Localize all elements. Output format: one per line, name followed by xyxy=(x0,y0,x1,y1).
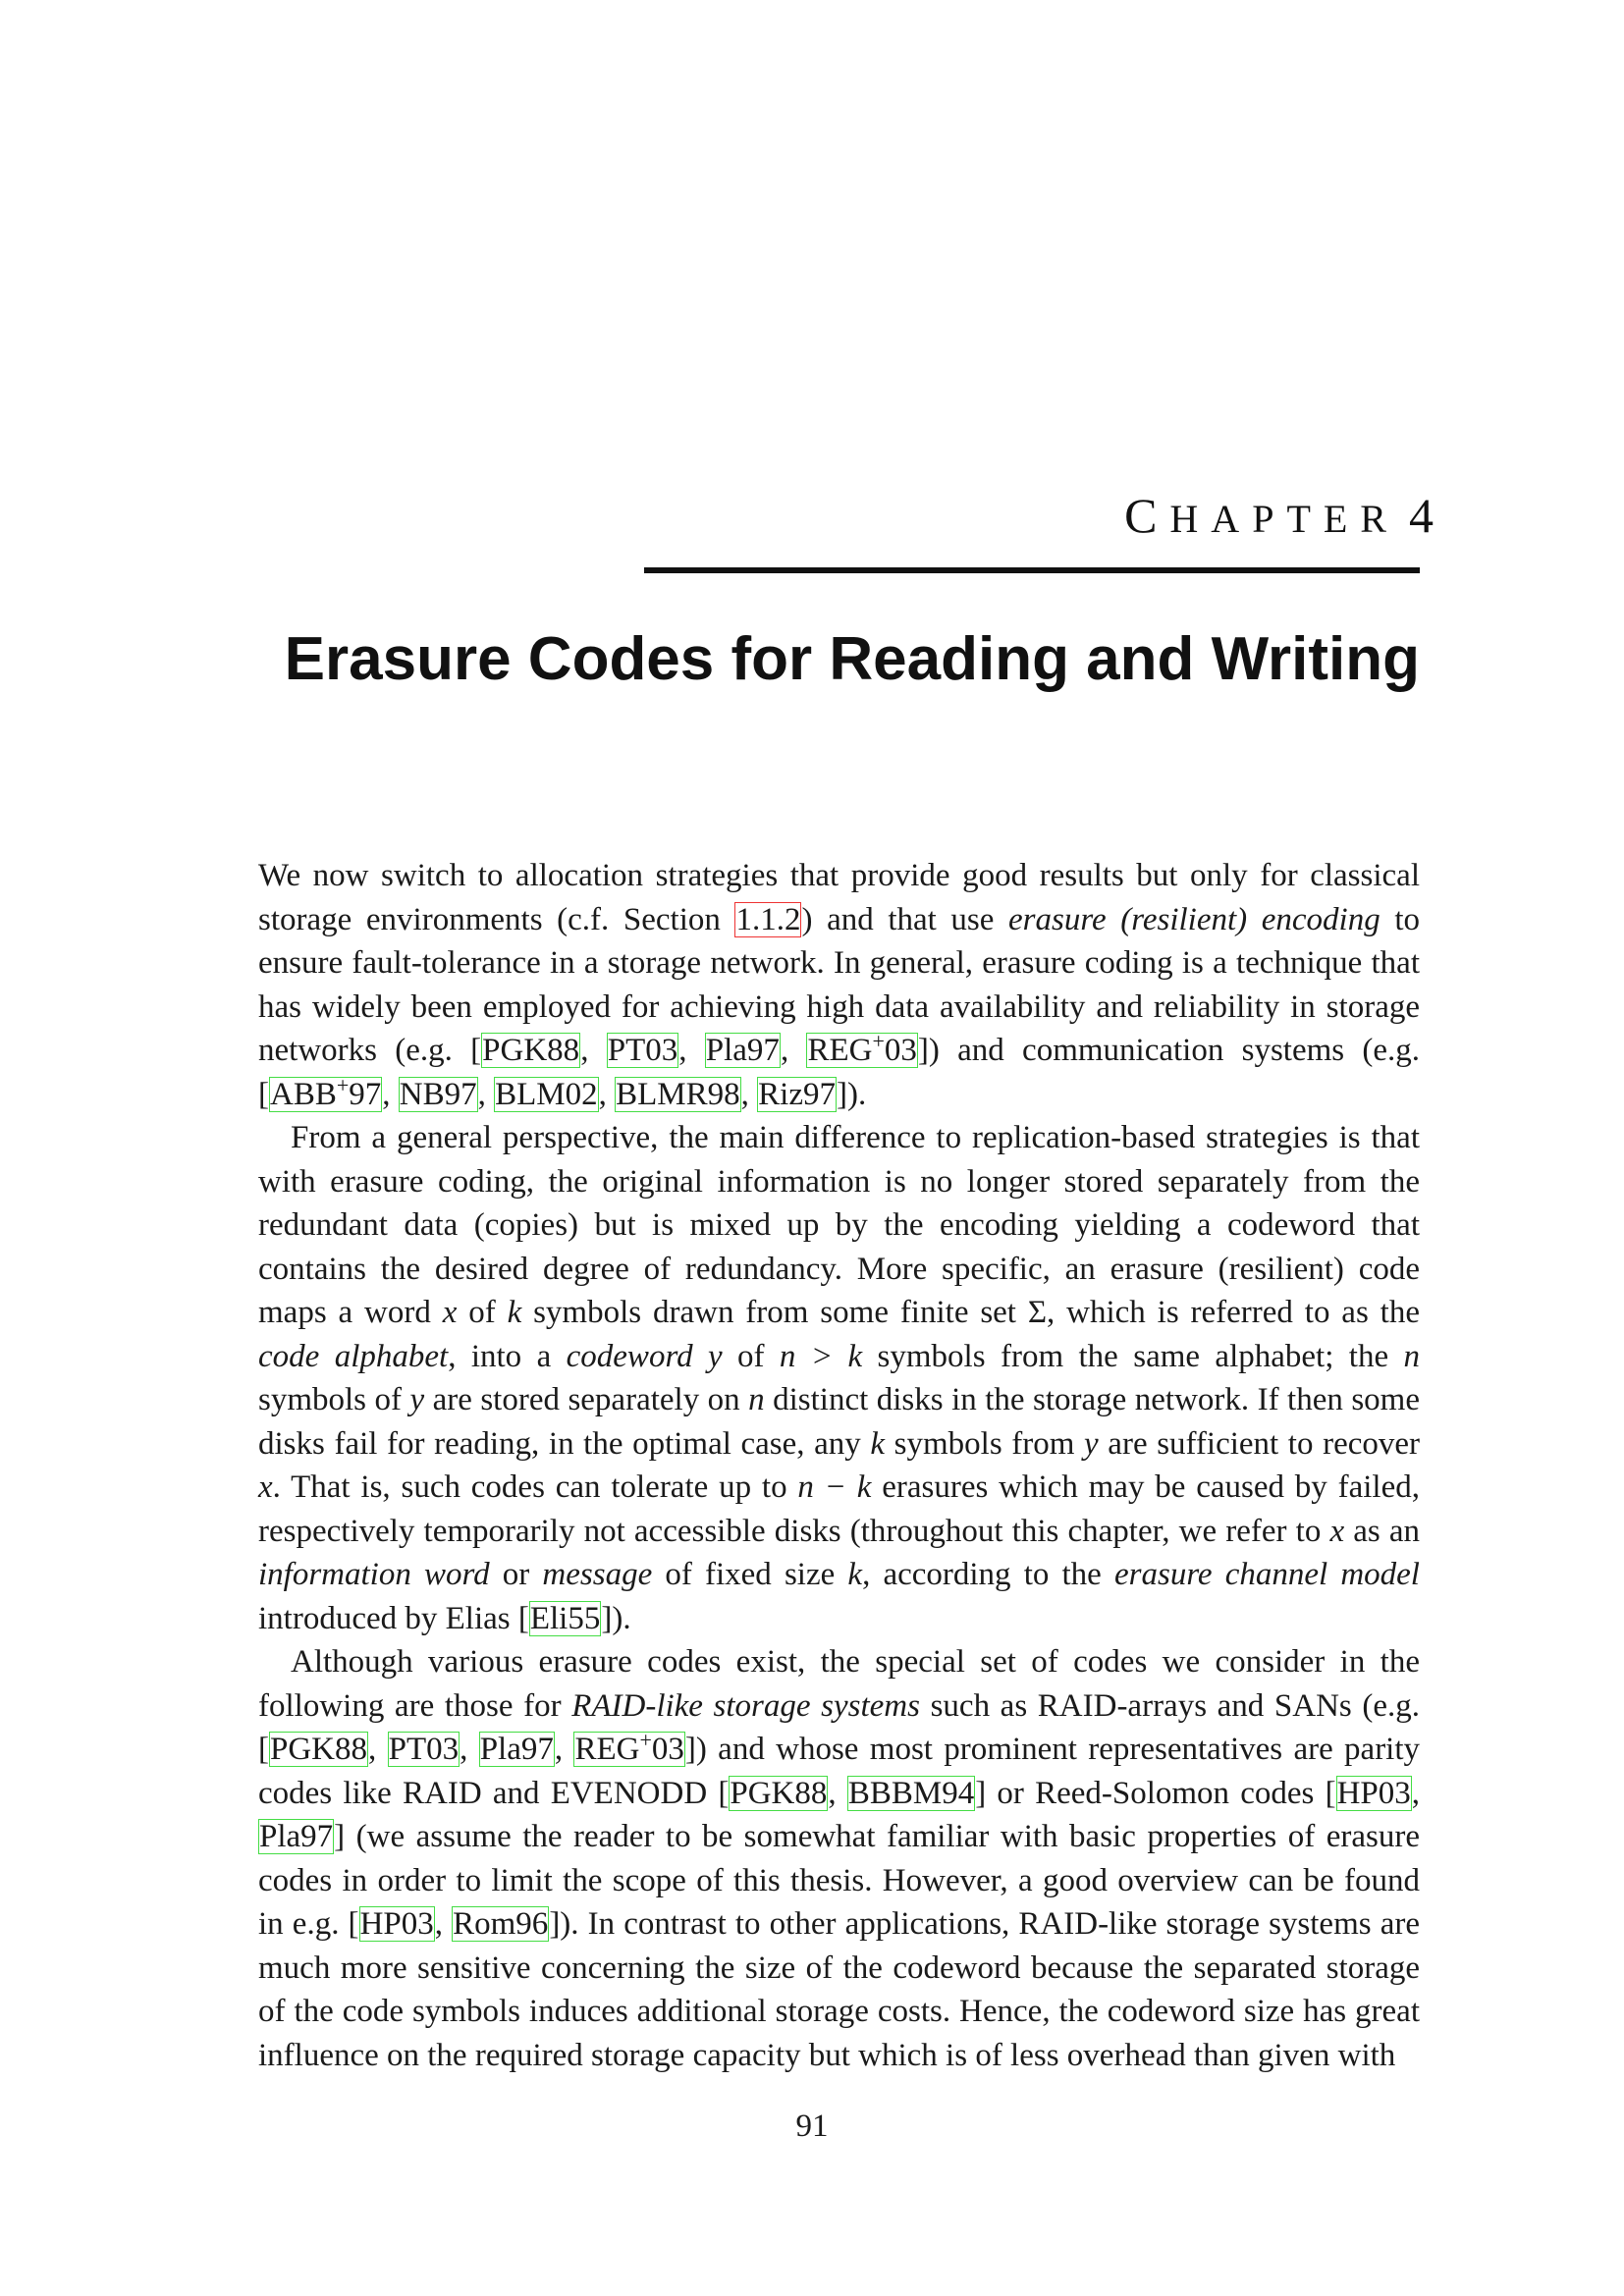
citation-link[interactable]: BBBM94 xyxy=(847,1775,975,1811)
citation-link[interactable]: BLMR98 xyxy=(616,1076,740,1112)
text: of xyxy=(457,1295,508,1330)
math-variable: n xyxy=(1403,1338,1421,1374)
text: are sufficient to recover xyxy=(1098,1425,1421,1462)
text: . That is, such codes can tolerate up to xyxy=(272,1469,798,1505)
citation-link[interactable]: PGK88 xyxy=(270,1732,368,1767)
body-text xyxy=(258,854,1420,2077)
text: symbols from xyxy=(885,1425,1085,1462)
math-variable: k xyxy=(847,1557,863,1592)
section-reference-link[interactable]: 1.1.2 xyxy=(735,901,801,937)
emphasis: RAID-like storage systems xyxy=(571,1687,920,1724)
citation-base: REG xyxy=(807,1033,873,1068)
citation-year: 03 xyxy=(884,1033,917,1068)
citation-year: 97 xyxy=(349,1076,382,1112)
text: ] (we assume the reader to be somewhat familiar with basic properties of erasure codes in order to limit the scope of this thesis. However, a good overview can be found in e.g. [ xyxy=(258,1819,1420,1942)
math-variable: x xyxy=(442,1295,458,1330)
text: of xyxy=(722,1338,780,1374)
text: symbols of xyxy=(258,1382,410,1417)
text: ] or Reed-Solomon codes [ xyxy=(975,1775,1336,1811)
emphasis: erasure (resilient) encoding xyxy=(1008,901,1380,937)
citation-link[interactable] xyxy=(269,1072,382,1112)
chapter-label-rest: HAPTER xyxy=(1169,497,1399,541)
emphasis: code alphabet xyxy=(258,1338,449,1374)
citation-link[interactable]: PGK88 xyxy=(730,1775,828,1811)
text: ]) and whose most prominent representatives are parity codes like RAID and EVENODD [ xyxy=(258,1732,1421,1811)
text: as an xyxy=(1344,1513,1420,1549)
text: From a general perspective, the main difference to replication-based strategies is that with erasure coding, the original information is no longer stored separately from the redundant data (copies) but is mixed up by the encoding yielding a codeword that contains the desired degree of redundancy. More specific, an erasure (resilient) code maps a word xyxy=(258,1120,1420,1330)
chapter-rule xyxy=(644,567,1420,573)
math-variable: k xyxy=(870,1425,886,1462)
citation-link[interactable]: Rom96 xyxy=(453,1906,549,1942)
math-expression: n − k xyxy=(797,1469,872,1505)
text: are stored separately on xyxy=(424,1382,749,1417)
math-variable: y xyxy=(409,1382,425,1417)
chapter-number: 4 xyxy=(1409,488,1434,543)
emphasis: message xyxy=(542,1557,653,1592)
text: , into a xyxy=(448,1338,567,1374)
math-variable: x xyxy=(258,1469,273,1505)
citation-link[interactable]: HP03 xyxy=(359,1906,434,1942)
citation-link[interactable]: Pla97 xyxy=(479,1732,554,1767)
text: ]) and communication systems (e.g. [ xyxy=(258,1033,1421,1112)
citation-link[interactable] xyxy=(806,1029,917,1068)
citation-superscript: + xyxy=(336,1072,350,1097)
math-variable: k xyxy=(507,1295,522,1330)
text: of fixed size xyxy=(652,1557,848,1592)
citation-link[interactable]: Riz97 xyxy=(758,1076,836,1112)
text: , according to the xyxy=(862,1557,1114,1592)
citation-year: 03 xyxy=(651,1732,684,1767)
citation-link[interactable]: PT03 xyxy=(388,1732,460,1767)
chapter-title: Erasure Codes for Reading and Writing xyxy=(284,625,1420,693)
text: to ensure fault-tolerance in a storage network. In general, erasure coding is a technique that has widely been employed for achieving high data availability and reliability in storage networks (e.g. [ xyxy=(258,901,1420,1068)
citation-base: REG xyxy=(574,1732,640,1767)
page-number: 91 xyxy=(795,2109,829,2144)
citation-link[interactable]: BLM02 xyxy=(495,1076,598,1112)
citation-link[interactable]: Pla97 xyxy=(705,1033,780,1068)
paragraph-3: Although various erasure codes exist, the special set of codes we consider in the following are those for RAID-like storage systems such as RAID-arrays and SANs (e.g. [PGK88, PT03, Pla97, REG+03]) and whose most prominent representatives are parity codes like RAID and EVENODD [PGK88, BBBM94] or Reed-Solomon codes [HP03, Pla97] (we assume the reader to be somewhat familiar with basic properties of erasure codes in order to limit the scope of this thesis. However, a good overview can be found in e.g. [HP03, Rom96]). In contrast to other applications, RAID-like storage systems are much more sensitive concerning the size of the codeword because the separated storage of the code symbols induces additional storage costs. Hence, the codeword size has great influence on the required storage capacity but which is of less overhead than given with xyxy=(258,1644,1421,2073)
chapter-label-initial: C xyxy=(1124,488,1170,543)
emphasis: information word xyxy=(258,1557,490,1592)
text: ) and that use xyxy=(801,901,1009,937)
text: ]). xyxy=(837,1076,867,1112)
citation-link[interactable]: Pla97 xyxy=(259,1819,334,1854)
citation-link[interactable]: Eli55 xyxy=(529,1600,601,1636)
text: such as RAID-arrays and SANs (e.g. [ xyxy=(258,1687,1421,1767)
citation-superscript: + xyxy=(872,1029,885,1053)
emphasis: erasure channel model xyxy=(1113,1557,1420,1592)
text: introduced by Elias [ xyxy=(258,1600,529,1636)
citation-base: ABB xyxy=(270,1076,337,1112)
paragraph-1: We now switch to allocation strategies that provide good results but only for classical storage environments (c.f. Section 1.1.2) and that use erasure (resilient) encoding to ensure fault-tolerance in a storage network. In general, erasure coding is a technique that has widely been employed for achieving high data availability and reliability in storage networks (e.g. [PGK88, PT03, Pla97, REG+03]) and communication systems (e.g. [ABB+97, NB97, BLM02, BLMR98, Riz97]). xyxy=(258,858,1421,1112)
text: symbols from the same alphabet; the xyxy=(862,1338,1404,1374)
paragraph-2 xyxy=(258,1116,1420,1640)
math-variable: n xyxy=(748,1382,765,1417)
chapter-label xyxy=(1124,488,1434,543)
text: distinct disks in the storage network. If then some disks fail for reading, in the optimal case, any xyxy=(258,1382,1420,1462)
math-variable: y xyxy=(1084,1425,1099,1462)
emphasis: codeword y xyxy=(566,1338,723,1374)
text: symbols drawn from some finite set Σ, which is referred to as the xyxy=(521,1295,1420,1330)
math-expression: n > k xyxy=(779,1338,863,1374)
citation-link[interactable]: HP03 xyxy=(1336,1775,1411,1811)
text: We now switch to allocation strategies that provide good results but only for classical storage environments (c.f. Section xyxy=(258,858,1420,937)
citation-link[interactable] xyxy=(573,1728,684,1767)
text: ]). In contrast to other applications, RAID-like storage systems are much more sensitive concerning the size of the codeword because the separated storage of the code symbols induces additional storage costs. Hence, the codeword size has great influence on the required storage capacity but which is of less overhead than given with xyxy=(258,1906,1420,2073)
text: or xyxy=(489,1557,543,1592)
text: Although various erasure codes exist, the special set of codes we consider in the following are those for xyxy=(258,1644,1420,1724)
math-variable: x xyxy=(1329,1513,1345,1549)
citation-link[interactable]: PGK88 xyxy=(482,1033,580,1068)
text: erasures which may be caused by failed, respectively temporarily not accessible disks (throughout this chapter, we refer to xyxy=(258,1469,1420,1549)
citation-link[interactable]: PT03 xyxy=(607,1033,678,1068)
citation-superscript: + xyxy=(639,1728,652,1752)
text: ]). xyxy=(601,1600,631,1636)
citation-link[interactable]: NB97 xyxy=(399,1076,477,1112)
